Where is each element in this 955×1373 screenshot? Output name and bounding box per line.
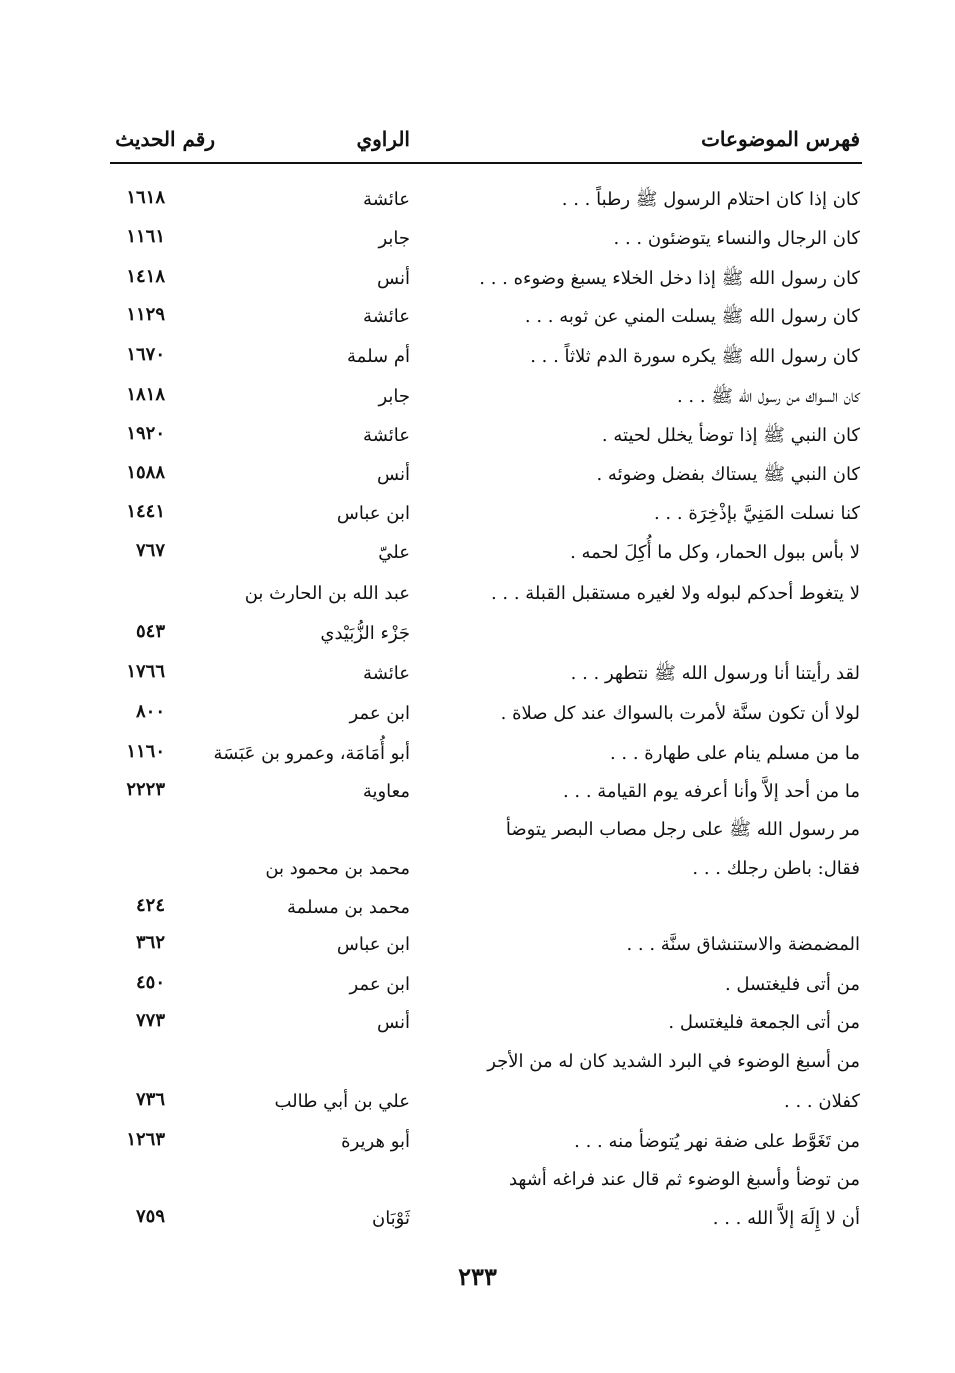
narrator-name: عبد الله بن الحارث بن [244,583,410,604]
hadith-number: ٤٢٤ [135,895,165,916]
narrator-name: ابن عباس [336,503,410,524]
topic-text: من أتى فليغتسل . [724,974,860,995]
hadith-number: ٧٧٣ [135,1010,165,1031]
index-row [0,697,955,733]
hadith-number: ٧٦٧ [135,540,165,561]
index-row [0,617,955,653]
topic-text: من توضأ وأسبغ الوضوء ثم قال عند فراغه أشهد [508,1169,860,1190]
index-row [0,813,955,849]
hadith-number: ١١٦٠ [126,741,165,762]
index-row [0,1085,955,1121]
hadith-number: ٧٣٦ [135,1089,165,1110]
narrator-name: محمد بن محمود بن [265,858,410,879]
narrator-name: ابن عباس [336,934,410,955]
hadith-number: ٨٠٠ [135,701,165,722]
page-number: ٢٣٣ [458,1262,497,1291]
narrator-name: عائشة [363,306,410,327]
topic-text: مر رسول الله ﷺ على رجل مصاب البصر يتوضأ [505,819,860,840]
topic-text: كان رسول الله ﷺ يكره سورة الدم ثلاثاً . . . [530,346,860,367]
topic-text: كان النبي ﷺ يستاك بفضل وضوئه . [596,464,860,485]
narrator-name: محمد بن مسلمة [287,897,410,918]
hadith-number: ١٦٧٠ [126,344,165,365]
hadith-number: ١٥٨٨ [126,462,165,483]
header-rule [110,162,862,164]
hadith-number: ٤٥٠ [135,972,165,993]
index-row [0,536,955,572]
index-row [0,891,955,927]
hadith-number: ١٦١٨ [126,187,165,208]
topics-column-header: فهرس الموضوعات [701,127,860,151]
index-row [0,1006,955,1042]
index-row [0,380,955,416]
narrator-name: جَزْء الزُّبَيْدي [320,623,410,644]
index-row [0,222,955,258]
narrator-name: عليّ [378,542,410,563]
hadith-number: ١٢٦٣ [126,1129,165,1150]
index-row [0,775,955,811]
topic-text: كان رسول الله ﷺ يسلت المني عن ثوبه . . . [524,306,860,327]
index-row [0,497,955,533]
narrator-name: جابر [378,228,410,249]
topic-text: كان رسول الله ﷺ إذا دخل الخلاء يسبغ وضوءه . . . [479,268,860,289]
topic-text: من تَغَوَّط على ضفة نهر يُتوضأ منه . . . [574,1131,860,1152]
index-row [0,577,955,613]
narrator-name: أبو هريرة [341,1131,410,1152]
narrator-name: أنس [377,268,410,289]
hadith-number: ٥٤٣ [135,621,165,642]
index-row [0,657,955,693]
index-row [0,968,955,1004]
topic-text: كان الرجال والنساء يتوضئون . . . [613,228,860,249]
hadith-number: ٣٦٢ [135,932,165,953]
narrator-name: معاوية [362,781,410,802]
narrator-name: أنس [377,464,410,485]
hadith-number: ١١٢٩ [126,304,165,325]
index-row [0,737,955,773]
index-row [0,458,955,494]
topic-text: من أتى الجمعة فليغتسل . [668,1012,860,1033]
topic-text: المضمضة والاستنشاق سنَّة . . . [626,934,860,955]
index-row [0,928,955,964]
index-row [0,1202,955,1238]
hadith-number: ١٤١٨ [126,266,165,287]
hadith-number: ١٧٦٦ [126,661,165,682]
topic-text: لولا أن تكون سنَّة لأمرت بالسواك عند كل صلاة . [500,703,860,724]
narrator-name: ابن عمر [349,703,410,724]
index-row [0,300,955,336]
index-row [0,1045,955,1081]
hadith-number: ١٤٤١ [126,501,165,522]
hadith-number: ١٨١٨ [126,384,165,405]
index-row [0,1163,955,1199]
topic-text: لقد رأيتنا أنا ورسول الله ﷺ نتطهر . . . [570,663,860,684]
hadith-number: ٢٢٢٣ [126,779,165,800]
narrator-name: أبو أُمَامَة، وعمرو بن عَبَسَة [213,743,410,764]
narrator-name: أم سلمة [347,346,410,367]
topic-text: لا يتغوط أحدكم لبوله ولا لغيره مستقبل القبلة . . . [490,583,860,604]
narrator-name: عائشة [363,189,410,210]
topic-text: كان السواك من رسول الله ﷺ . . . [676,386,860,407]
index-row [0,852,955,888]
narrator-column-header: الراوي [356,127,410,151]
index-row [0,419,955,455]
topic-text: فقال: باطن رجلك . . . [692,858,860,879]
narrator-name: ثَوْبَان [371,1208,410,1229]
topic-text: لا بأس ببول الحمار، وكل ما أُكِلَ لحمه . [570,542,860,563]
hadith-number: ١٩٢٠ [126,423,165,444]
narrator-name: جابر [378,386,410,407]
narrator-name: ابن عمر [349,974,410,995]
topic-text: ما من مسلم ينام على طهارة . . . [609,743,860,764]
topic-text: كان إذا كان احتلام الرسول ﷺ رطباً . . . [561,189,860,210]
topic-text: كفلان . . . [784,1091,860,1112]
hadith-number: ٧٥٩ [135,1206,165,1227]
topic-text: من أسبغ الوضوء في البرد الشديد كان له من الأجر [487,1051,860,1072]
number-column-header: رقم الحديث [115,127,215,151]
narrator-name: عائشة [363,425,410,446]
index-row [0,340,955,376]
hadith-number: ١١٦١ [126,226,165,247]
topic-text: ما من أحد إلاَّ وأنا أعرفه يوم القيامة . . . [562,781,860,802]
narrator-name: عائشة [363,663,410,684]
narrator-name: علي بن أبي طالب [274,1091,410,1112]
index-row [0,262,955,298]
topic-text: كان النبي ﷺ إذا توضأ يخلل لحيته . [601,425,860,446]
narrator-name: أنس [377,1012,410,1033]
topic-text: أن لا إِلَهَ إلاَّ الله . . . [712,1208,860,1229]
index-row [0,1125,955,1161]
topic-text: كنا نسلت المَنِيَّ بإذْخِرَة . . . [653,503,860,524]
index-row [0,183,955,219]
